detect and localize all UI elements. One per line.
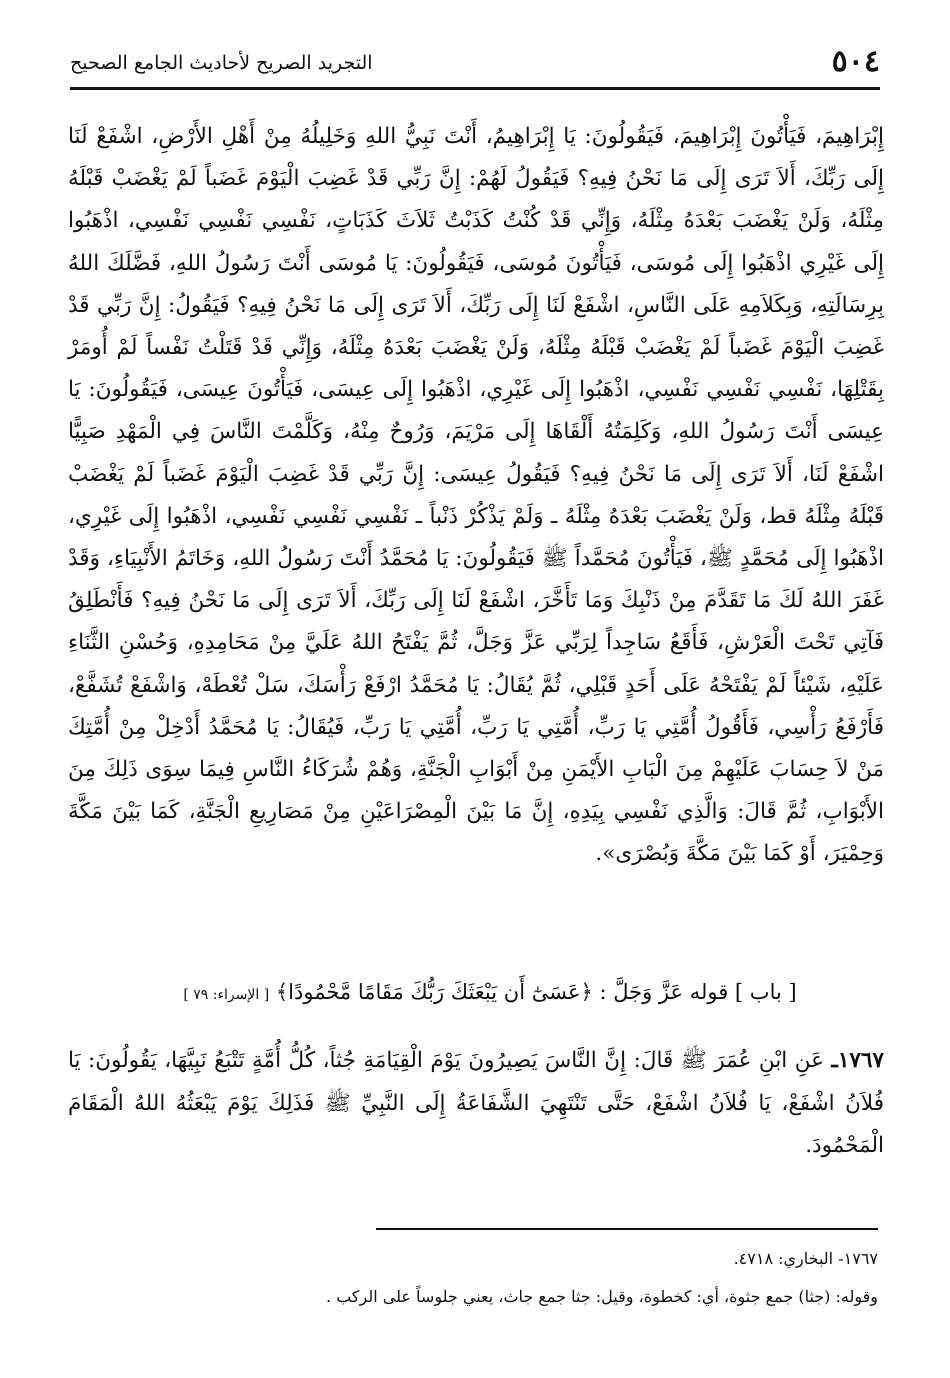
hadith-text: عَنِ ابْنِ عُمَرَ ﷺ قَالَ: إِنَّ النَّاسَ يَصِيرُونَ يَوْمَ الْقِيَامَةِ جُثاً، كُلُّ أُمَّةٍ تَتْبَعُ نَبِيَّهَا، يَقُولُونَ: يَا فُلاَنُ اشْفَعْ، يَا فُلاَنُ اشْفَعْ، حَتَّى تَنْتَهِيَ الشَّفَاعَةُ إِلَى النَّبِيِّ ﷺ فَذَلِكَ يَوْمَ يَبْعَثُهُ اللهُ الْمَقَامَ الْمَحْمُودَ. <box>68 1048 884 1158</box>
hadith-paragraph <box>68 1040 884 1168</box>
footnote-source: ١٧٦٧- البخاري: ٤٧١٨. <box>733 1249 878 1268</box>
footnote-explanation: وقوله: (جثا) جمع جثوة، أي: كخطوة، وقيل: جثا جمع جاث، يعني جلوساً على الركب . <box>326 1287 878 1306</box>
running-title: التجريد الصريح لأحاديث الجامع الصحيح <box>70 52 373 74</box>
quran-reference: [ الإسراء: ٧٩ ] <box>183 987 270 1003</box>
hadith-number: ١٧٦٧ـ <box>831 1048 885 1073</box>
footnotes <box>100 1240 878 1316</box>
page-header <box>70 38 880 90</box>
footnote-divider <box>376 1228 878 1230</box>
main-text: إِبْرَاهِيمَ، فَيَأْتُونَ إِبْرَاهِيمَ، فَيَقُولُونَ: يَا إِبْرَاهِيمُ، أَنْتَ نَبِيُّ اللهِ وَخَلِيلُهُ مِنْ أَهْلِ الأَرْضِ، اشْفَعْ لَنَا إِلَى رَبِّكَ، أَلاَ تَرَى إِلَى مَا نَحْنُ فِيهِ؟ فَيَقُولُ لَهُمْ: إِنَّ رَبِّي قَدْ غَضِبَ الْيَوْمَ غَضَباً لَمْ يَغْضَبْ قَبْلَهُ مِثْلَهُ، وَلَنْ يَغْضَبَ بَعْدَهُ مِثْلَهُ، وَإِنِّي قَدْ كُنْتُ كَذَبْتُ ثَلاَثَ كَذَبَاتٍ، نَفْسِي نَفْسِي نَفْسِي، اذْهَبُوا إِلَى غَيْرِي اذْهَبُوا إِلَى مُوسَى، فَيَأْتُونَ مُوسَى، فَيَقُولُونَ: يَا مُوسَى أَنْتَ رَسُولُ اللهِ، فَضَّلَكَ اللهُ بِرِسَالَتِهِ، وَبِكَلاَمِهِ عَلَى النَّاسِ، اشْفَعْ لَنَا إِلَى رَبِّكَ، أَلاَ تَرَى إِلَى مَا نَحْنُ فِيهِ؟ فَيَقُولُ: إِنَّ رَبِّي قَدْ غَضِبَ الْيَوْمَ غَضَباً لَمْ يَغْضَبْ قَبْلَهُ مِثْلَهُ، وَلَنْ يَغْضَبَ بَعْدَهُ مِثْلَهُ، وَإِنِّي قَدْ قَتَلْتُ نَفْساً لَمْ أُومَرْ بِقَتْلِهَا، نَفْسِي نَفْسِي نَفْسِي، اذْهَبُوا إِلَى غَيْرِي، اذْهَبُوا إِلَى عِيسَى، فَيَأْتُونَ عِيسَى، فَيَقُولُونَ: يَا عِيسَى أَنْتَ رَسُولُ اللهِ، وَكَلِمَتُهُ أَلْقَاهَا إِلَى مَرْيَمَ، وَرُوحٌ مِنْهُ، وَكَلَّمْتَ النَّاسَ فِي الْمَهْدِ صَبِيًّا اشْفَعْ لَنَا، أَلاَ تَرَى إِلَى مَا نَحْنُ فِيهِ؟ فَيَقُولُ عِيسَى: إِنَّ رَبِّي قَدْ غَضِبَ الْيَوْمَ غَضَباً لَمْ يَغْضَبْ قَبْلَهُ مِثْلَهُ قط، وَلَنْ يَغْضَبَ بَعْدَهُ مِثْلَهُ ـ وَلَمْ يَذْكُرْ ذَنْباً ـ نَفْسِي نَفْسِي نَفْسِي، اذْهَبُوا إِلَى غَيْرِي، اذْهَبُوا إِلَى مُحَمَّدٍ ﷺ، فَيَأْتُونَ مُحَمَّداً ﷺ فَيَقُولُونَ: يَا مُحَمَّدُ أَنْتَ رَسُولُ اللهِ، وَخَاتَمُ الأَنْبِيَاءِ، وَقَدْ غَفَرَ اللهُ لَكَ مَا تَقَدَّمَ مِنْ ذَنْبِكَ وَمَا تَأَخَّرَ، اشْفَعْ لَنَا إِلَى رَبِّكَ، أَلاَ تَرَى إِلَى مَا نَحْنُ فِيهِ؟ فَأَنْطَلِقُ فَآتِي تَحْتَ الْعَرْشِ، فَأَقَعُ سَاجِداً لِرَبِّي عَزَّ وَجَلَّ، ثُمَّ يَفْتَحُ اللهُ عَلَيَّ مِنْ مَحَامِدِهِ، وَحُسْنِ الثَّنَاءِ عَلَيْهِ، شَيْئاً لَمْ يَفْتَحْهُ عَلَى أَحَدٍ قَبْلِي، ثُمَّ يُقَالُ: يَا مُحَمَّدُ ارْفَعْ رَأْسَكَ، سَلْ تُعْطَهْ، وَاشْفَعْ تُشَفَّعْ، فَأَرْفَعُ رَأْسِي، فَأَقُولُ أُمَّتِي يَا رَبِّ، أُمَّتِي يَا رَبِّ، أُمَّتِي يَا رَبِّ، فَيُقَالُ: يَا مُحَمَّدُ أَدْخِلْ مِنْ أُمَّتِكَ مَنْ لاَ حِسَابَ عَلَيْهِمْ مِنَ الْبَابِ الأَيْمَنِ مِنْ أَبْوَابِ الْجَنَّةِ، وَهُمْ شُرَكَاءُ النَّاسِ فِيمَا سِوَى ذَلِكَ مِنَ الأَبْوَابِ، ثُمَّ قَالَ: وَالَّذِي نَفْسِي بِيَدِهِ، إِنَّ مَا بَيْنَ الْمِصْرَاعَيْنِ مِنْ مَصَارِيعِ الْجَنَّةِ، كَمَا بَيْنَ مَكَّةَ وَحِمْيَرَ، أَوْ كَمَا بَيْنَ مَكَّةَ وَبُصْرَى». <box>68 124 884 867</box>
chapter-heading <box>100 980 880 1004</box>
page-number: ٥٠٤ <box>831 44 880 79</box>
header-divider <box>70 87 880 90</box>
chapter-title: [ باب ] قوله عَزَّ وَجَلَّ : ﴿عَسَىٰٓ أَن يَبْعَثَكَ رَبُّكَ مَقَامًا مَّحْمُودًا﴾ <box>275 980 797 1004</box>
